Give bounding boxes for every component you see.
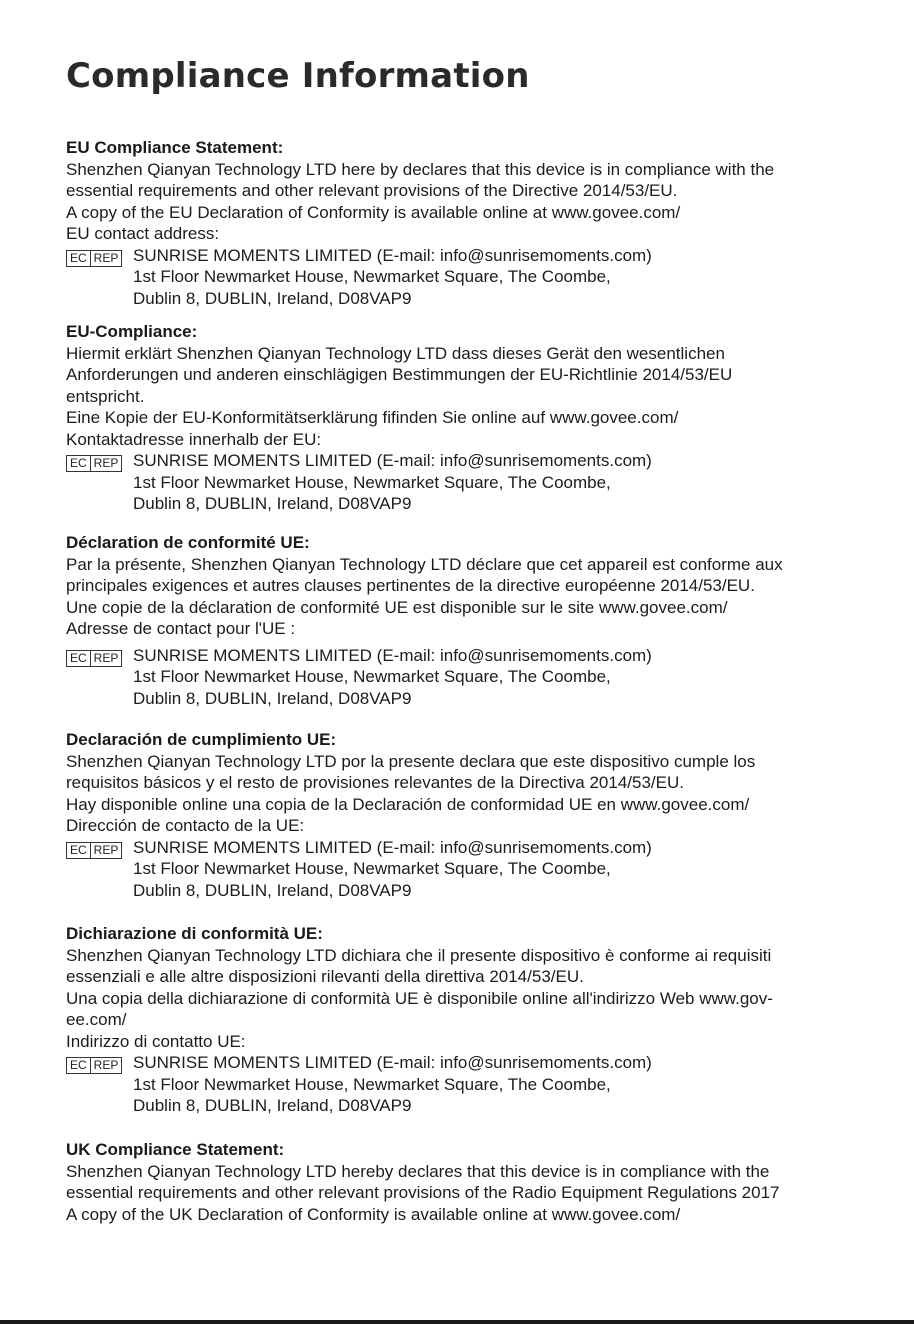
rep-label: REP (90, 251, 122, 266)
body-line: Dirección de contacto de la UE: (66, 816, 305, 835)
body-line: Shenzhen Qianyan Technology LTD hereby declares that this device is in compliance with the (66, 1161, 770, 1181)
section-heading: Declaración de cumplimiento UE: (66, 730, 337, 749)
ec-rep-address-block (66, 645, 866, 710)
body-line: Anforderungen und anderen einschlägigen Bestimmungen der EU-Richtlinie 2014/53/EU (66, 365, 733, 384)
rep-label: REP (90, 843, 122, 858)
rep-label: REP (90, 1058, 122, 1073)
address-line: SUNRISE MOMENTS LIMITED (E-mail: info@sunrisemoments.com) (133, 837, 652, 857)
section-heading: Dichiarazione di conformità UE: (66, 924, 323, 943)
body-line: principales exigences et autres clauses pertinentes de la directive européenne 2014/53/EU. (66, 576, 755, 595)
address-line: SUNRISE MOMENTS LIMITED (E-mail: info@sunrisemoments.com) (133, 245, 652, 265)
section-eu-compliance-de (66, 321, 866, 515)
body-line: essential requirements and other relevant provisions of the Radio Equipment Regulations 2017 (66, 1183, 780, 1202)
address-line: 1st Floor Newmarket House, Newmarket Square, The Coombe, (133, 667, 611, 686)
ec-rep-badge (66, 1057, 122, 1074)
body-line: Une copie de la déclaration de conformité UE est disponible sur le site www.govee.com/ (66, 597, 728, 617)
body-line: Indirizzo di contatto UE: (66, 1031, 246, 1051)
body-line: A copy of the UK Declaration of Conformity is available online at www.govee.com/ (66, 1204, 681, 1224)
body-line: Adresse de contact pour l'UE : (66, 619, 296, 638)
page-title: Compliance Information (66, 56, 530, 96)
section-eu-compliance-statement (66, 137, 866, 309)
ec-rep-badge (66, 455, 122, 472)
body-line: entspricht. (66, 386, 145, 406)
address-line: 1st Floor Newmarket House, Newmarket Square, The Coombe, (133, 267, 611, 286)
section-declaracion-es (66, 729, 866, 901)
ec-rep-badge (66, 842, 122, 859)
bottom-divider (0, 1320, 914, 1324)
section-heading: EU-Compliance: (66, 322, 198, 341)
body-line: Kontaktadresse innerhalb der EU: (66, 429, 322, 449)
ec-rep-badge (66, 250, 122, 267)
address-line: SUNRISE MOMENTS LIMITED (E-mail: info@sunrisemoments.com) (133, 1053, 652, 1072)
body-line: essenziali e alle altre disposizioni rilevanti della direttiva 2014/53/EU. (66, 967, 584, 986)
section-uk-compliance-statement (66, 1139, 866, 1225)
section-declaration-fr (66, 532, 866, 709)
ec-label: EC (70, 1058, 87, 1072)
address-line: Dublin 8, DUBLIN, Ireland, D08VAP9 (133, 880, 412, 900)
section-heading: Déclaration de conformité UE: (66, 533, 310, 552)
body-line: EU contact address: (66, 224, 220, 243)
body-line: Eine Kopie der EU-Konformitätserklärung fifinden Sie online auf www.govee.com/ (66, 408, 679, 427)
address-line: 1st Floor Newmarket House, Newmarket Square, The Coombe, (133, 1074, 611, 1094)
section-heading: UK Compliance Statement: (66, 1140, 285, 1159)
body-line: Una copia della dichiarazione di conformità UE è disponibile online all'indirizzo Web www.gov- (66, 988, 773, 1008)
ec-label: EC (70, 250, 87, 265)
body-line: Hiermit erklärt Shenzhen Qianyan Technology LTD dass dieses Gerät den wesentlichen (66, 343, 725, 363)
body-line: ee.com/ (66, 1010, 127, 1029)
address-line: 1st Floor Newmarket House, Newmarket Square, The Coombe, (133, 859, 611, 878)
address-line: Dublin 8, DUBLIN, Ireland, D08VAP9 (133, 688, 412, 708)
ec-rep-address-block (66, 245, 866, 310)
ec-label: EC (70, 842, 87, 857)
ec-label: EC (70, 650, 87, 665)
body-line: A copy of the EU Declaration of Conformity is available online at www.govee.com/ (66, 202, 681, 222)
address-line: SUNRISE MOMENTS LIMITED (E-mail: info@sunrisemoments.com) (133, 451, 652, 470)
body-line: requisitos básicos y el resto de provisiones relevantes de la Directiva 2014/53/EU. (66, 773, 684, 792)
section-dichiarazione-it (66, 923, 866, 1117)
ec-rep-address-block (66, 837, 866, 902)
ec-rep-badge (66, 650, 122, 667)
address-line: 1st Floor Newmarket House, Newmarket Square, The Coombe, (133, 472, 611, 492)
section-heading: EU Compliance Statement: (66, 138, 284, 157)
rep-label: REP (90, 456, 122, 471)
address-line: SUNRISE MOMENTS LIMITED (E-mail: info@sunrisemoments.com) (133, 645, 652, 665)
ec-rep-address-block (66, 450, 866, 515)
body-line: Hay disponible online una copia de la Declaración de conformidad UE en www.govee.com/ (66, 794, 750, 814)
address-line: Dublin 8, DUBLIN, Ireland, D08VAP9 (133, 1096, 412, 1115)
ec-label: EC (70, 456, 87, 470)
body-line: essential requirements and other relevant provisions of the Directive 2014/53/EU. (66, 181, 678, 200)
rep-label: REP (90, 651, 122, 666)
address-line: Dublin 8, DUBLIN, Ireland, D08VAP9 (133, 494, 412, 513)
address-line: Dublin 8, DUBLIN, Ireland, D08VAP9 (133, 288, 412, 308)
body-line: Par la présente, Shenzhen Qianyan Technology LTD déclare que cet appareil est conforme aux (66, 554, 783, 574)
body-line: Shenzhen Qianyan Technology LTD here by declares that this device is in compliance with the (66, 159, 775, 179)
ec-rep-address-block (66, 1052, 866, 1117)
body-line: Shenzhen Qianyan Technology LTD por la presente declara que este dispositivo cumple los (66, 751, 756, 771)
body-line: Shenzhen Qianyan Technology LTD dichiara che il presente dispositivo è conforme ai requisiti (66, 945, 772, 965)
